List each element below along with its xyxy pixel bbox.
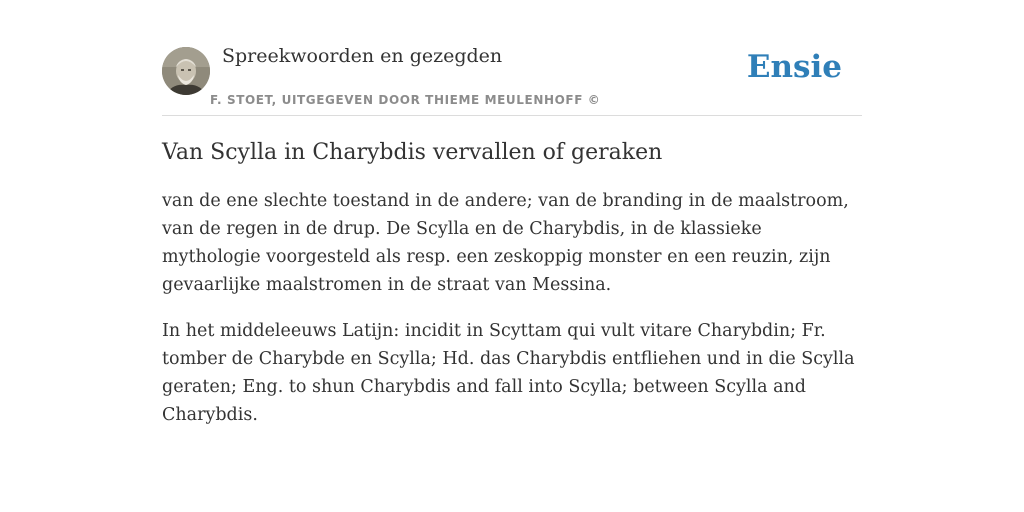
entry-translations-paragraph: In het middeleeuws Latijn: incidit in Scyttam qui vult vitare Charybdin; Fr. tomber de Charybde en Scylla; Hd. das Charybdis entfliehen und in die Scylla geraten; Eng. to shun Charybdis and fall into Scylla; between Scylla and Charybdis. — [162, 321, 855, 425]
entry-headword: Van Scylla in Charybdis vervallen of geraken — [162, 140, 663, 165]
ensie-logo[interactable]: Ensie — [746, 49, 842, 85]
entry-definition-paragraph: van de ene slechte toestand in de andere; van de branding in de maalstroom, van de regen in de drup. De Scylla en de Charybdis, in de klassieke mythologie voorgesteld als resp. een zeskoppig monster en een reuzin, zijn gevaarlijke maalstromen in de straat van Messina. — [162, 191, 849, 295]
entry-card — [162, 45, 862, 429]
source-title[interactable]: Spreekwoorden en gezegden — [222, 45, 503, 67]
source-header — [162, 45, 862, 116]
author-portrait-icon — [162, 47, 210, 95]
source-credit: F. STOET, UITGEGEVEN DOOR THIEME MEULENHOFF © — [210, 93, 601, 107]
